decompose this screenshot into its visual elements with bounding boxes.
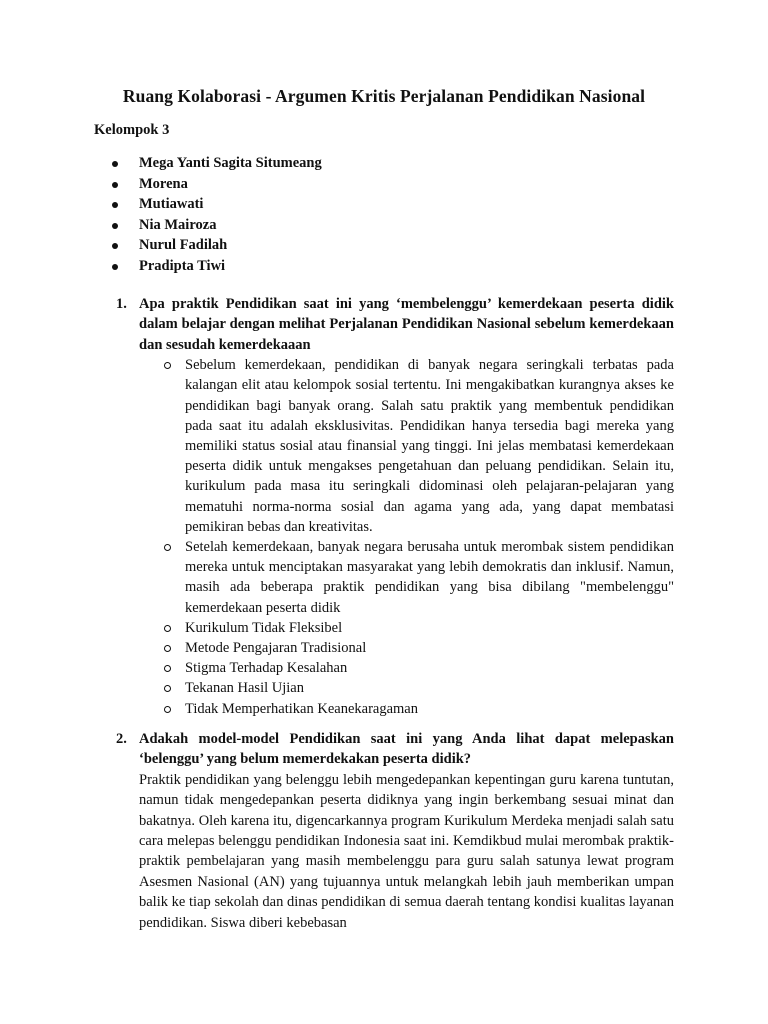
circle-bullet-icon xyxy=(164,706,171,713)
answer-point-text: Kurikulum Tidak Fleksibel xyxy=(185,619,343,636)
answer-paragraph: Praktik pendidikan yang belenggu lebih mengedepankan kepentingan guru karena tuntutan, namun tidak mengedepankan peserta didiknya yang ingin berkembang sesuai minat dan bakatnya. Oleh karena itu, digencarkannya program Kurikulum Merdeka menjadi salah satu cara melepas belenggu pendidikan Indonesia saat ini. Kemdikbud mulai merombak praktik-praktik pembelajaran yang masih membelenggu para guru salah satunya lewat program Asesmen Nasional (AN) yang tujuannya untuk melangkah lebih jauh memberikan umpan balik ke tiap sekolah dan dinas pendidikan di semua daerah tentang kondisi kualitas layanan pendidikan. Siswa diberi kebebasan xyxy=(139,771,674,931)
answer-point-text: Metode Pengajaran Tradisional xyxy=(185,640,367,657)
answer-point xyxy=(159,658,674,678)
member-name: Nia Mairoza xyxy=(139,216,217,233)
member-list xyxy=(112,153,322,277)
bullet-icon xyxy=(112,243,118,249)
member-item xyxy=(112,194,322,215)
answer-point-text: Sebelum kemerdekaan, pendidikan di banyak negara seringkali terbatas pada kalangan elit atau kelompok sosial tertentu. Ini mengakibatkan kurangnya akses ke pendidikan bagi banyak orang. Salah satu praktik yang membentuk pendidikan pada saat itu adalah eksklusivitas. Pendidikan hanya tersedia bagi mereka yang memiliki status sosial atau finansial yang tinggi. Ini jelas membatasi kemerdekaan peserta didik untuk mengakses pengetahuan dan peluang pendidikan. Selain itu, kurikulum pada masa itu seringkali didominasi oleh pelajaran-pelajaran yang mematuhi norma-norma sosial dan agama yang ada, yang dapat membatasi pemikiran bebas dan kreativitas. xyxy=(185,357,674,535)
group-label: Kelompok 3 xyxy=(94,122,170,138)
answer-point xyxy=(159,355,674,537)
bullet-icon xyxy=(112,264,118,270)
answer-point xyxy=(159,618,674,638)
circle-bullet-icon xyxy=(164,544,171,551)
question-text: Adakah model-model Pendidikan saat ini yang Anda lihat dapat melepaskan ‘belenggu’ yang belum memerdekakan peserta didik? xyxy=(139,731,674,768)
member-item xyxy=(112,235,322,256)
answer-point-text: Setelah kemerdekaan, banyak negara berusaha untuk merombak sistem pendidikan mereka untuk menciptakan masyarakat yang lebih demokratis dan inklusif. Namun, masih ada beberapa praktik pendidikan yang bisa dibilang "membelenggu" kemerdekaan peserta didik xyxy=(185,539,674,616)
circle-bullet-icon xyxy=(164,645,171,652)
bullet-icon xyxy=(112,223,118,229)
answer-point-text: Tekanan Hasil Ujian xyxy=(185,680,304,697)
circle-bullet-icon xyxy=(164,665,171,672)
member-item xyxy=(112,256,322,277)
member-item xyxy=(112,153,322,174)
answer-point xyxy=(159,638,674,658)
member-name: Morena xyxy=(139,175,188,192)
member-item xyxy=(112,174,322,195)
question-number: 1. xyxy=(116,296,127,312)
question-1 xyxy=(112,294,674,719)
question-number: 2. xyxy=(116,731,127,747)
bullet-icon xyxy=(112,161,118,167)
answer-points xyxy=(159,355,674,719)
member-name: Mutiawati xyxy=(139,196,204,213)
answer-point xyxy=(159,678,674,698)
member-name: Nurul Fadilah xyxy=(139,237,228,254)
answer-point-text: Stigma Terhadap Kesalahan xyxy=(185,660,348,677)
circle-bullet-icon xyxy=(164,362,171,369)
document-title: Ruang Kolaborasi - Argumen Kritis Perjalanan Pendidikan Nasional xyxy=(122,86,646,106)
circle-bullet-icon xyxy=(164,685,171,692)
bullet-icon xyxy=(112,182,118,188)
question-text: Apa praktik Pendidikan saat ini yang ‘membelenggu’ kemerdekaan peserta didik dalam belajar dengan melihat Perjalanan Pendidikan Nasional sebelum kemerdekaan dan sesudah kemerdekaaan xyxy=(139,296,674,353)
bullet-icon xyxy=(112,202,118,208)
circle-bullet-icon xyxy=(164,625,171,632)
answer-point-text: Tidak Memperhatikan Keanekaragaman xyxy=(185,700,418,717)
question-2 xyxy=(112,729,674,933)
answer-point xyxy=(159,537,674,618)
answer-point xyxy=(159,699,674,719)
member-name: Pradipta Tiwi xyxy=(139,257,226,274)
member-item xyxy=(112,215,322,236)
member-name: Mega Yanti Sagita Situmeang xyxy=(139,155,322,171)
